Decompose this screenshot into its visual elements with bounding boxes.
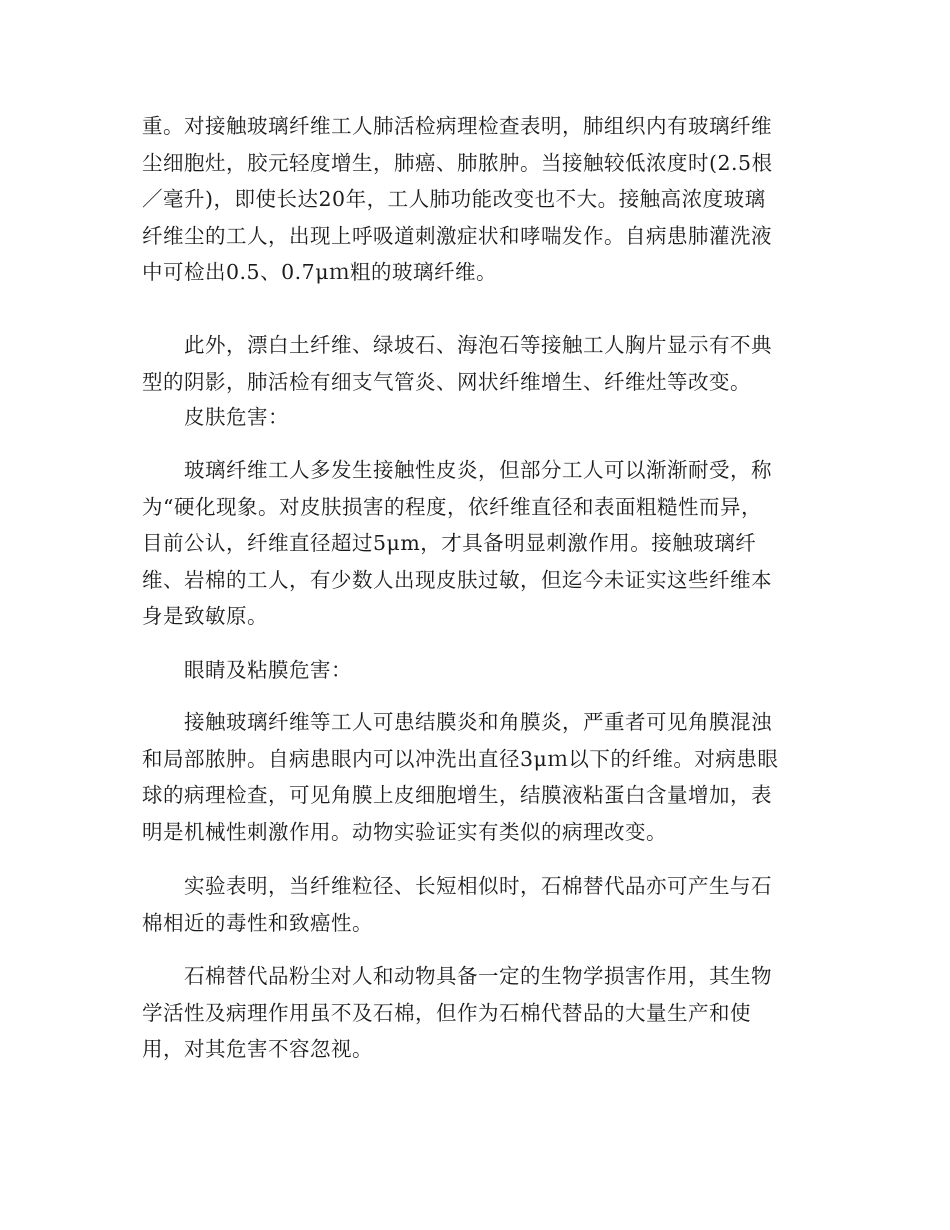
text-line: 玻璃纤维工人多发生接触性皮炎，但部分工人可以渐渐耐受，称: [142, 458, 772, 482]
text-line: 用，对其危害不容忽视。: [142, 1037, 373, 1062]
text-line: 身是致敏原。: [142, 604, 268, 629]
paragraph-eye-mucosa-hazard: [142, 704, 810, 850]
text-line: 石棉替代品粉尘对人和动物具备一定的生物学损害作用，其生物: [142, 964, 772, 988]
text-line: 重。对接触玻璃纤维工人肺活检病理检查表明，肺组织内有玻璃纤维: [142, 114, 772, 138]
heading-eye-mucosa-hazard: [142, 652, 810, 689]
paragraph-lung-biopsy: [142, 108, 810, 291]
paragraph-skin-hazard: [142, 452, 810, 635]
text-line: 皮肤危害：: [142, 405, 289, 429]
text-line: 目前公认，纤维直径超过5μm，才具备明显刺激作用。接触玻璃纤: [142, 531, 757, 556]
text-line: 和局部脓肿。自病患眼内可以冲洗出直径3μｍ以下的纤维。对病患眼: [142, 746, 779, 771]
text-line: 眼睛及粘膜危害：: [142, 658, 352, 682]
text-line: 为“硬化现象。对皮肤损害的程度，依纤维直径和表面粗糙性而异，: [142, 494, 762, 519]
heading-skin-hazard: [142, 399, 810, 436]
text-line: 维、岩棉的工人，有少数人出现皮肤过敏，但迄今未证实这些纤维本: [142, 567, 772, 592]
text-line: ／毫升)，即使长达20年，工人肺功能改变也不大。接触高浓度玻璃: [142, 187, 766, 212]
text-line: 纤维尘的工人，出现上呼吸道刺激症状和哮喘发作。自病患肺灌洗液: [142, 223, 772, 248]
text-line: 球的病理检查，可见角膜上皮细胞增生，结膜液粘蛋白含量增加，表: [142, 783, 772, 808]
text-line: 接触玻璃纤维等工人可患结膜炎和角膜炎，严重者可见角膜混浊: [142, 710, 772, 734]
text-line: 明是机械性刺激作用。动物实验证实有类似的病理改变。: [142, 819, 667, 844]
text-line: 学活性及病理作用虽不及石棉，但作为石棉代替品的大量生产和使: [142, 1000, 751, 1025]
paragraph-experiment: [142, 868, 810, 941]
text-line: 型的阴影，肺活检有细支气管炎、网状纤维增生、纤维灶等改变。: [142, 369, 751, 394]
paragraph-other-fibers: [142, 327, 810, 400]
text-line: 实验表明，当纤维粒径、长短相似时，石棉替代品亦可产生与石: [142, 874, 772, 898]
text-line: 棉相近的毒性和致癌性。: [142, 910, 373, 935]
text-line: 尘细胞灶，胶元轻度增生，肺癌、肺脓肿。当接触较低浓度时(2.5根: [142, 150, 773, 175]
text-line: 中可检出0.5、0.7μｍ粗的玻璃纤维。: [142, 260, 498, 285]
text-line: 此外，漂白土纤维、绿坡石、海泡石等接触工人胸片显示有不典: [142, 333, 772, 357]
paragraph-conclusion: [142, 958, 810, 1068]
